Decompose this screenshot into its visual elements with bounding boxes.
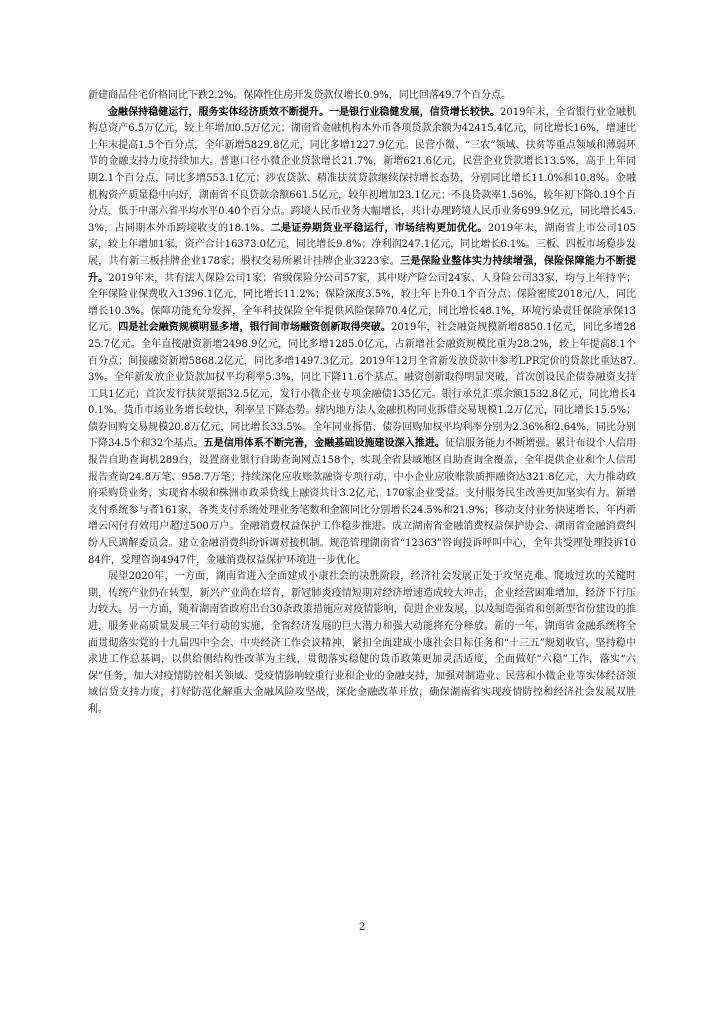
text-outlook: 展望2020年，一方面，湖南省进入全面建成小康社会的决胜阶段，经济社会发展正处于攻坚克难、爬坡过坎的关键时期，传统产业仍在转型，新兴产业尚在培育，新冠肺炎疫情短期对经济增速造成较大冲击，企业经营困难增加，经济下行压力较大。另一方面，随着湖南省政府出台30条政策措施应对疫情影响，促进企业发展，以及制造强省和创新型省份建设的推进，服务业高质量发展三年行动的实施，全省经济发展的巨大潜力和强大动能将充分释放。新的一年，湖南省金融系统将全面贯彻落实党的十九届四中全会、中央经济工作会议精神，紧扣全面建成小康社会目标任务和“十三五”规划收官，坚持稳中求进工作总基调，以供给侧结构性改革为主线，贯彻落实稳健的货币政策更加灵活适度，全面做好“六稳”工作，落实“六保”任务，加大对疫情防控相关领域、受疫情影响较重行业和企业的金融支持，加强对制造业、民营和小微企业等实体经济领域信贷支持力度，打好防范化解重大金融风险攻坚战，深化金融改革开放，确保湖南省实现疫情防控和经济社会发展双胜利。 [88, 571, 636, 715]
paragraph-housing-tail [88, 88, 636, 105]
text-segment: 新建商品住宅价格同比下跌2.2%。保障性住房开发贷款仅增长0.9%，同比回落49.7个百分点。 [88, 90, 512, 101]
heading-credit-system: 五是信用体系不断完善，金融基础设施建设深入推进。 [203, 438, 445, 450]
document-body [88, 88, 636, 719]
text-securities: 2019年末，湖南省上市公司105家，较上年增加1家，资产合计16373.0亿元，同比增长9.8%；净利润247.1亿元，同比增长6.1%。三板、四板市场稳步发展，共有新三板挂牌企业178家；股权交易所累计挂牌企业3223家。 [88, 222, 637, 267]
heading-securities: 二是证券期货业平稳运行，市场结构更加优化。 [270, 222, 488, 234]
heading-insurance: 三是保险业整体实力持续增强，保险保障能力不断提升。 [88, 255, 636, 284]
page-number: 2 [358, 922, 366, 933]
text-social-financing: 2019年，社会融资规模新增8850.1亿元，同比多增2825.7亿元。全年直接融资新增2498.9亿元，同比多增1285.0亿元，占新增社会融资规模比重为28.2%，较上年提高8.1个百分点；间接融资新增5868.2亿元，同比多增1497.3亿元。2019年12月全省新发放贷款中参考LPR定价的贷款比重达87.3%。全年新发放企业贷款加权平均利率5.3%，同比下降11.6个基点。融资创新取得明显突破，首次创设民企债券融资支持工具1亿元；首次发行扶贫票据32.5亿元，发行小微企业专项金融债135亿元。银行承兑汇票余额1532.8亿元，同比增长40.1%，货币市场业务增长较快，利率呈下降态势。辖内地方法人金融机构同业拆借交易规模1.2万亿元，同比增长15.5%；债券回购交易规模20.8万亿元，同比增长33.5%。全年同业拆借、债券回购加权平均利率分别为2.36%和2.64%，同比分别下降34.5个和32个基点。 [88, 322, 637, 450]
paragraph-outlook-2020 [88, 569, 636, 718]
heading-social-financing: 四是社会融资规模明显多增，银行间市场融资创新取得突破。 [118, 322, 391, 334]
text-insurance: 2019年末，共有法人保险公司1家；省级保险分公司57家，其中财产险公司24家、人身险公司33家，均与上年持平；全年保险业保费收入1396.1亿元，同比增长11.2%；保险深度3.5%，较上年上升0.1个百分点；保险密度2018元/人，同比增长10.3%。保障功能充分发挥，全年科技保险全年提供风险保障70.4亿元，同比增长48.1%，环境污染责任保险承保13亿元。 [88, 272, 636, 334]
text-credit-system: 征信服务能力不断增强。累计布设个人信用报告自助查询机289台，设置商业银行自助查询网点158个，实现全省县域地区自助查询全覆盖，全年提供企业和个人信用报告查询24.8万笔、958.7万笔；持续深化应收账款融资专项行动，中小企业应收账款质押融资达321.8亿元，大力推动政府采购贷业务，实现省本级和株洲市政采贷线上融资共计3.2亿元，170家企业受益。支付服务民生改善更加坚实有力。新增支付系统参与者161家，各类支付系统处理业务笔数和金额同比分别增长24.5%和21.9%；移动支付业务快速增长，年内新增云闪付有效用户超过500万户。金融消费权益保护工作稳步推进。成立湖南省金融消费权益保护协会、湖南省金融消费纠纷人民调解委员会。建立金融消费纠纷诉调对接机制。规范管理湖南省“12363”咨询投诉呼叫中心，全年共受理处理投诉1084件，受理咨询4947件，金融消费权益保护环境进一步优化。 [88, 438, 637, 566]
paragraph-financial-operation [88, 105, 636, 570]
heading-financial-operation: 金融保持稳健运行，服务实体经济质效不断提升。一是银行业稳健发展，信贷增长较快。 [108, 106, 500, 118]
text-banking: 2019年末，全省银行业金融机构总资产6.5万亿元，较上年增加0.5万亿元；湖南省金融机构本外币各项贷款余额为42415.4亿元，同比增长16%，增速比上年末提高1.5个百分点，全年新增5829.8亿元，同比多增1227.9亿元。民营小微、“三农”领域、扶贫等重点领域和薄弱环节的金融支持力度持续加大。普惠口径小微企业贷款增长21.7%，新增621.6亿元，民营企业贷款增长13.5%，高于上年同期2.1个百分点，同比多增553.1亿元；涉农贷款、精准扶贫贷款继续保持增长态势，分别同比增长11.0%和10.8%。金融机构资产质量稳中向好，湖南省不良贷款余额661.5亿元，较年初增加23.1亿元；不良贷款率1.56%，较年初下降0.19个百分点，低于中部六省平均水平0.40个百分点。跨境人民币业务大幅增长，共计办理跨境人民币业务699.9亿元，同比增长45.3%，占同期本外币跨境收支的18.1%。 [88, 106, 637, 234]
